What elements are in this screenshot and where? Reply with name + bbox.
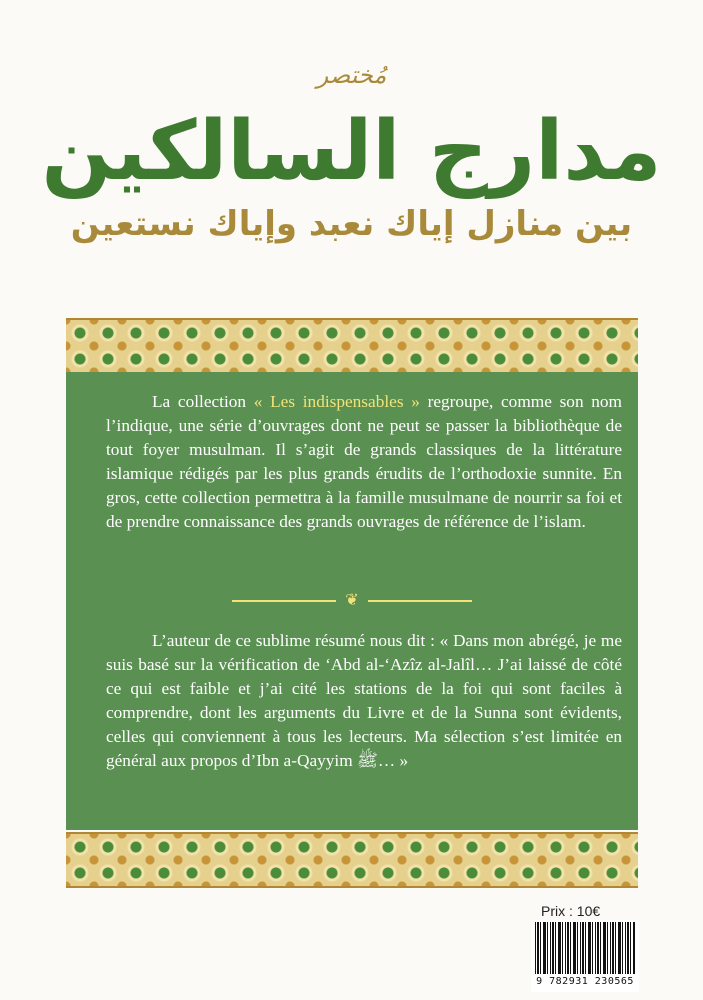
arabic-title-block: [0, 60, 703, 244]
para1-text-start: La collection: [152, 392, 254, 411]
arabic-main-title: مدارج السالكين: [41, 104, 662, 199]
isbn-barcode: [531, 920, 639, 992]
arabic-subtitle-bottom: بين منازل إياك نعبد وإياك نستعين: [70, 204, 633, 244]
para1-text-rest: regroupe, comme son nom l’indique, une série d’ouvrages dont ne peut se passer la bibliothèque de tout foyer musulman. Il s’agit de grands classiques de la littérature islamique rédigés par les plus grands érudits de l’orthodoxie sunnite. En gros, cette collection permettra à la famille musulmane de nourrir sa foi et de prendre connaissance des grands ouvrages de référence de l’islam.: [106, 392, 622, 531]
ornamental-band-bottom: [66, 832, 638, 888]
description-paragraph-1: [106, 390, 622, 534]
divider-line-right: [368, 600, 472, 602]
ornamental-band-top: [66, 318, 638, 374]
para2-text: L’auteur de ce sublime résumé nous dit : « Dans mon abrégé, je me suis basé sur la vérification de ‘Abd al-‘Azîz al-Jalîl… J’ai laissé de côté ce qui est faible et j’ai cité les stations de la foi qui sont faciles à comprendre, dont les arguments du Livre et de la Sunna sont évidents, celles qui conviennent à tous les lecteurs. Ma sélection s’est limitée en général aux propos d’Ibn a-Qayyim ﷺ… »: [106, 631, 622, 770]
arabic-subtitle-top: مُختصر: [316, 61, 387, 89]
price-label: Prix : 10€: [541, 903, 601, 919]
description-panel: [66, 372, 638, 830]
collection-name-highlight: « Les indispensables »: [253, 392, 420, 411]
divider-line-left: [232, 600, 336, 602]
isbn-number: 9 782931 230565: [536, 976, 634, 987]
ornamental-divider: [232, 592, 472, 610]
barcode-bars: [535, 922, 635, 974]
divider-ornament-icon: ❦: [345, 590, 359, 609]
description-paragraph-2: [106, 629, 622, 773]
